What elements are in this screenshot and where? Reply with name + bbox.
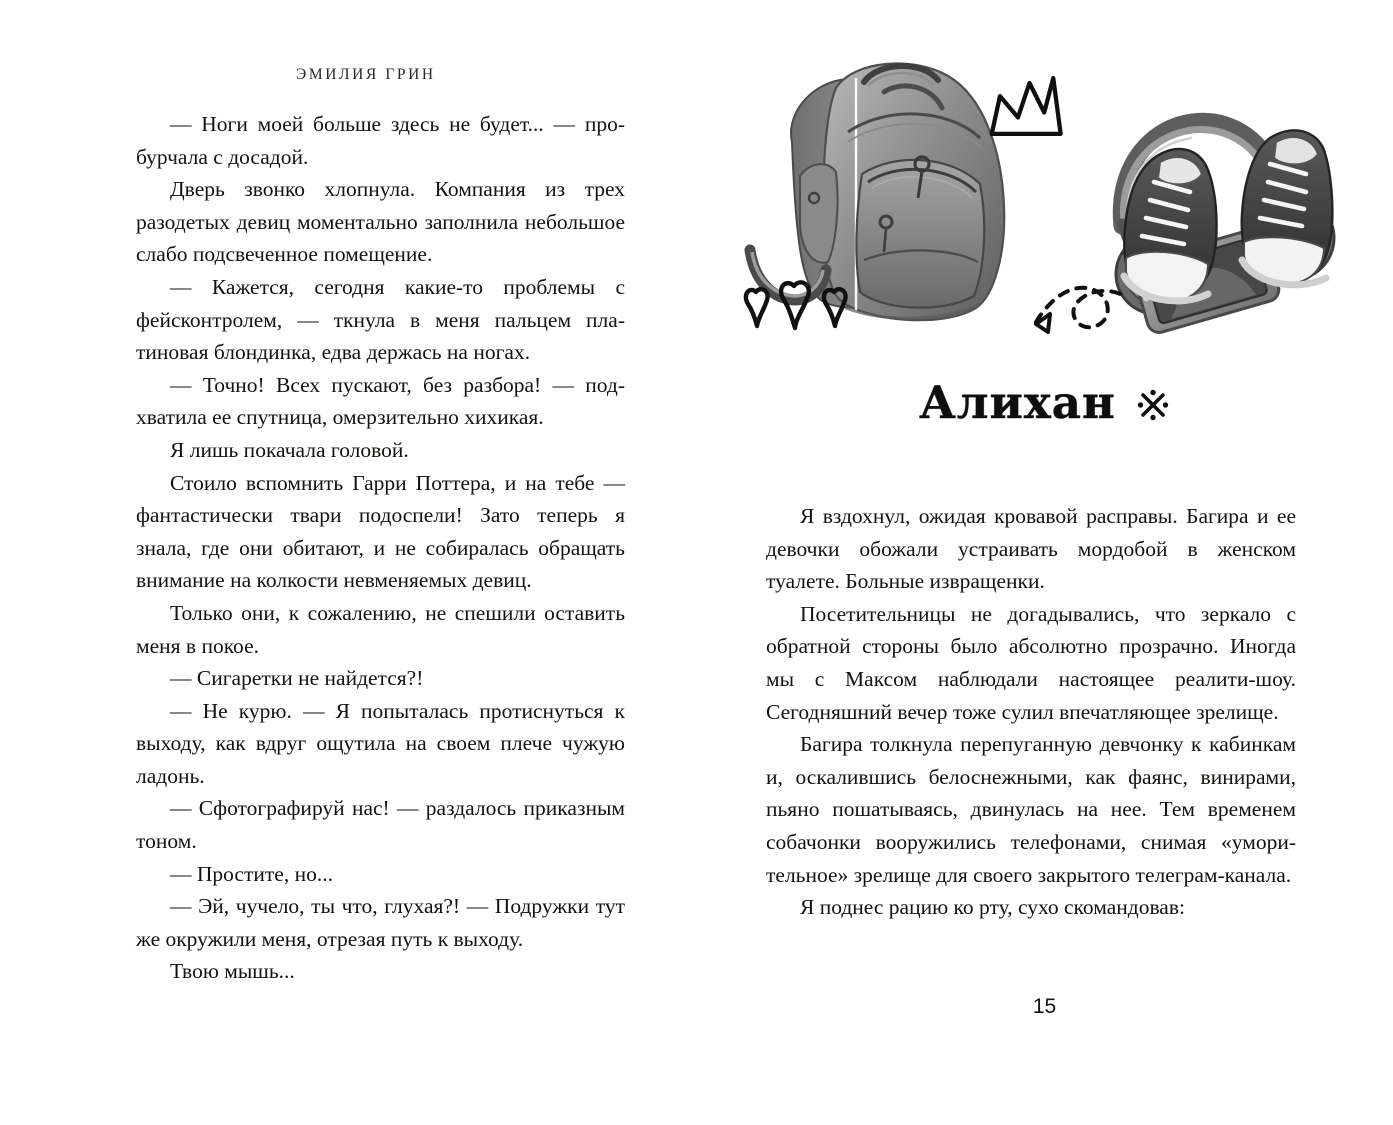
paragraph: — Ноги моей больше здесь не будет... — пробурчала с досадой.	[136, 112, 625, 169]
paragraph: — Точно! Всех пускают, без разбора! — подхватила ее спутница, омерзительно хихикая.	[136, 372, 625, 430]
right-page-text-column	[766, 500, 1296, 924]
page-number: 15	[1032, 995, 1057, 1018]
paragraph: Твою мышь...	[170, 959, 295, 984]
paragraph: Дверь звонко хлопнула. Компания из трех разодетых девиц моментально заполнила небольшое слабо подсвеченное помещение.	[136, 177, 625, 267]
running-head: ЭМИЛИЯ ГРИН	[296, 66, 436, 83]
crown-doodle	[992, 78, 1061, 134]
paragraph: — Кажется, сегодня какие-то проблемы с фейсконтролем, — ткнула в меня пальцем платиновая блондинка, едва держась на ногах.	[136, 274, 625, 365]
right-page	[696, 0, 1393, 1125]
left-page	[0, 0, 696, 1125]
paragraph: Стоило вспомнить Гарри Поттера, и на тебе — фантастически твари подоспели! Зато теперь я знала, где они обитают, и не собиралась обращать внимание на колкости невменяемых девиц.	[136, 470, 625, 593]
paragraph: Багира толкнула перепуганную девчонку к кабинкам и, оскалившись белоснежными, как фаянс, винирами, пьяно пошатываясь, двинулась на нее. Тем временем собачонки вооружились телефонами, снимая «уморительное» зрелище для своего закрытого телеграм-канала.	[766, 732, 1296, 887]
paragraph: Я лишь покачала головой.	[170, 437, 409, 462]
paragraph: — Сигаретки не найдется?!	[170, 666, 424, 691]
paragraph: Только они, к сожалению, не спешили оставить меня в покое.	[136, 600, 625, 658]
paragraph: Посетительницы не догадывались, что зеркало с обратной стороны было абсолютно прозрачно. Иногда мы с Максом наблюдали настоящее реалити-шоу. Сегодняшний вечер тоже сулил впечатляющее зрелище.	[766, 601, 1296, 724]
asterisk-ornament-icon	[1136, 388, 1170, 422]
paragraph: Я поднес рацию ко рту, сухо скомандовав:	[800, 895, 1185, 920]
paragraph: — Эй, чучело, ты что, глухая?! — Подружки тут же окружили меня, отрезая путь к выходу.	[136, 894, 625, 951]
chapter-illustration	[736, 46, 1376, 336]
paragraph: — Сфотографируй нас! — раздалось приказным тоном.	[136, 796, 625, 854]
left-page-text-column	[136, 108, 625, 988]
chapter-title-text: Алихан	[919, 376, 1116, 429]
paragraph: — Простите, но...	[170, 861, 333, 886]
paragraph: — Не курю. — Я попыталась протиснуться к выходу, как вдруг ощутила на своем плече чужую ладонь.	[136, 698, 625, 788]
chapter-heading	[696, 376, 1393, 429]
paragraph: Я вздохнул, ожидая кровавой расправы. Багира и ее девочки обожали устраивать мордобой в женском туалете. Больные извращенки.	[766, 504, 1296, 594]
